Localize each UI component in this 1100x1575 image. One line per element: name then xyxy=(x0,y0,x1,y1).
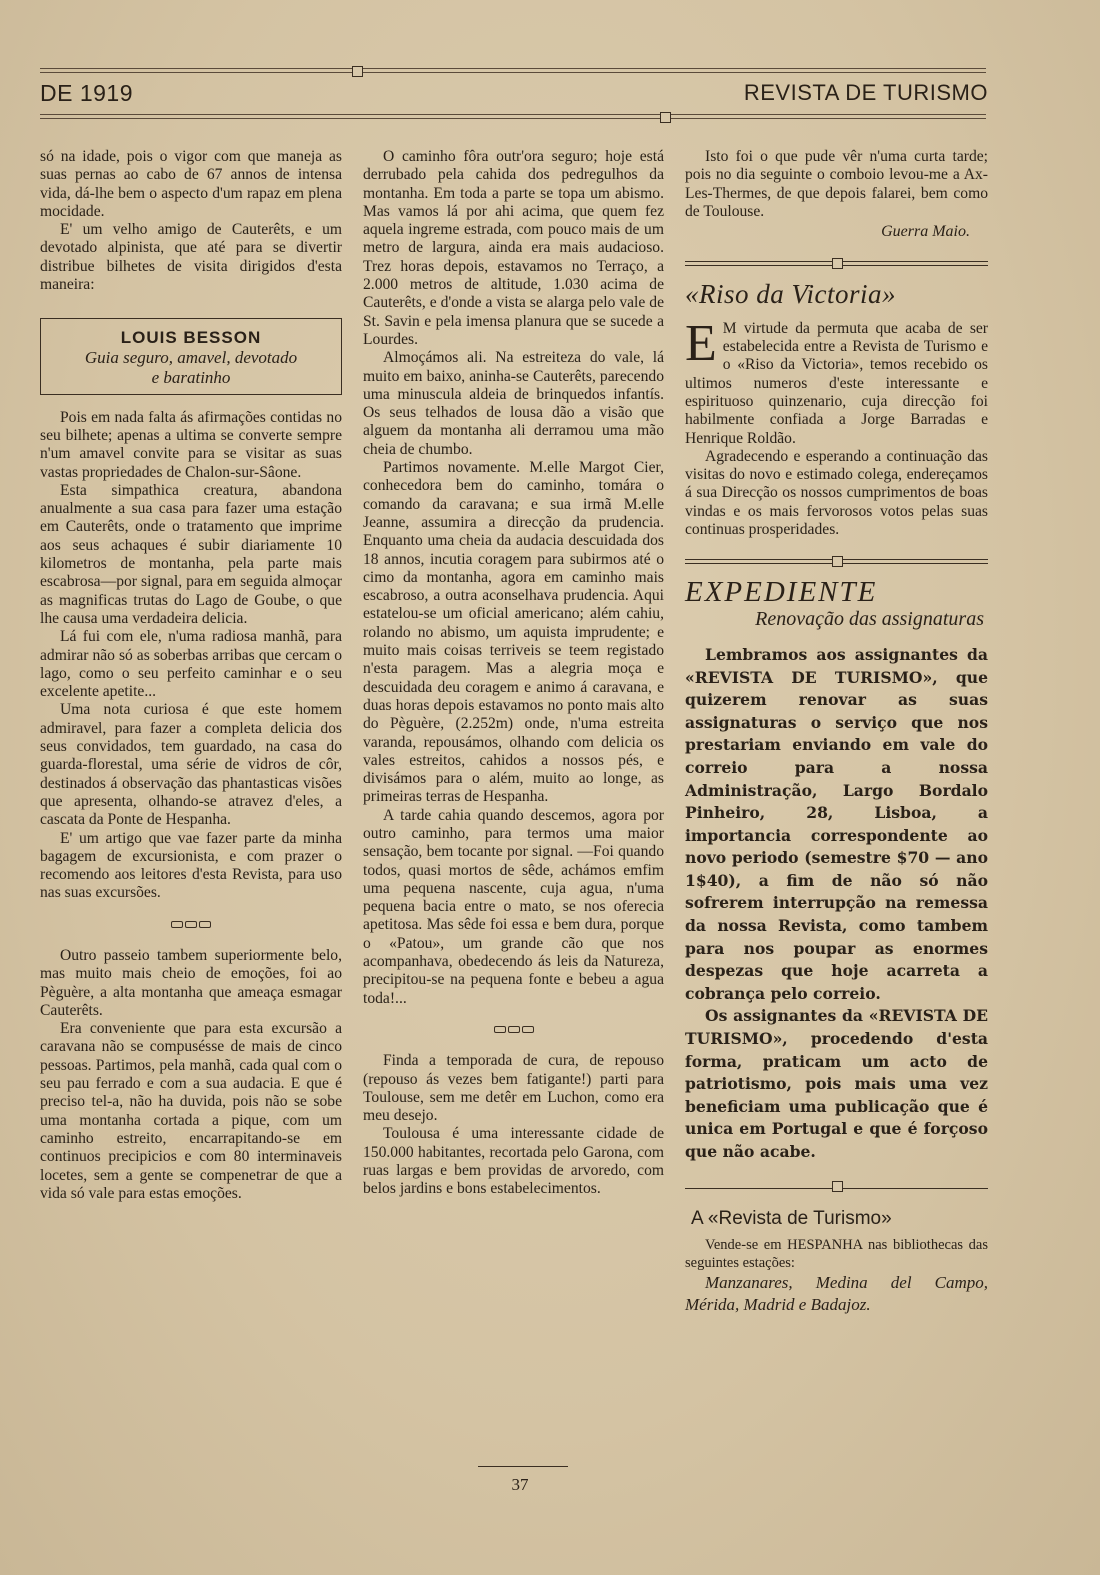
paragraph: Pois em nada falta ás afirmações contidas no seu bilhete; apenas a ultima se converte sempre n'um amavel convite para se visitar as suas vastas propriedades de Chalon-sur-Sâone. xyxy=(40,408,342,481)
paragraph: A tarde cahia quando descemos, agora por outro caminho, para termos uma maior sensação, bem tocante por signal. —Foi quando todos, quasi mortos de sêde, achámos emfim uma pequena nascente, cuja agua, n'uma pequena bacia entre o mato, se nos oferecia apetitosa. Mas sêde foi essa e bem dura, porque o «Patou», um grande cão que nos acompanhava, obedecendo ás leis da Natureza, precipitou-se na pequena fonte e bebeu a agua toda!... xyxy=(363,806,664,1007)
paragraph: Vende-se em HESPANHA nas bibliothecas das seguintes estações: xyxy=(685,1236,988,1271)
author-signature: Guerra Maio. xyxy=(881,223,970,241)
drop-cap: E xyxy=(685,314,717,372)
page-number-rule xyxy=(478,1466,568,1467)
paragraph: Uma nota curiosa é que este homem admiravel, para fazer a completa delicia dos seus convidados, tem guardado, na casa do guarda-florestal, uma série de vidros de côr, destinados á observação das phantasticas visões que apresenta, olhando-se atravez d'eles, a cascata da Ponte de Hespanha. xyxy=(40,701,342,829)
section-divider xyxy=(685,257,988,271)
paragraph: Era conveniente que para esta excursão a caravana não se compusésse de mais de cinco pessoas. Partimos, pela manhã, cada qual com o seu pau ferrado e com a sua audacia. E que é preciso tel-a, não ha duvida, pois não se sobe uma montanha cortada a pique, com um caminho estreito, encarrapitando-se em continuos precipicios e com 80 interminaveis locetes, sem a gente se compenetrar de que a vida só vale para estas emoções. xyxy=(40,1020,342,1202)
paragraph: Partimos novamente. M.elle Margot Cier, conhecedora bem do caminho, tomára o comando da caravana; e sua irmã M.elle Jeanne, assumira a direcção da prudencia. Enquanto uma cheia da audacia descuidada dos 18 annos, incutia coragem para subirmos até o cimo da montanha, agora em caminho mais escabroso, a outra aconselhava prudencia. Aqui estatelou-se um oficial americano; além cahiu, rolando no abismo, um aquista imprudente; e muito mais coisas terriveis se teem registado n'esta paragem. Mas a alegria moça e descuidada deu coragem e animo á caravana, e duas horas depois estavamos no ponto mais alto do Pèguère, (2.252m) onde, n'uma estreita varanda, repousámos, olhando com delicia os vales estreitos, cahidos a nossos pés, e divisámos para o além, muito ao longe, as primeiras terras de Hespanha. xyxy=(363,459,664,806)
visiting-card xyxy=(40,318,342,394)
column-3 xyxy=(685,148,988,1316)
revista-heading: A «Revista de Turismo» xyxy=(691,1207,892,1229)
paragraph: Outro passeio tambem superiormente belo, mas muito mais cheio de emoções, foi ao Pèguère, a alta montanha que ameaça esmagar Cauterêts. xyxy=(40,946,342,1019)
paragraph: Agradecendo e esperando a continuação das visitas do novo e estimado colega, endereçamos á sua Direcção os nossos cumprimentos de boas vindas e os mais fervorosos votos pelas suas continuas prosperidades. xyxy=(685,447,988,539)
paragraph: Os assignantes da «REVISTA DE TURISMO», procedendo d'esta forma, praticam um acto de patriotismo, pois mais uma vez beneficiam uma publicação que é unica em Portugal e que é forçoso que não acabe. xyxy=(685,1006,988,1161)
paragraph: Isto foi o que pude vêr n'uma curta tarde; pois no dia seguinte o comboio levou-me a Ax-Les-Thermes, de que depois falarei, bem como de Toulouse. xyxy=(685,148,988,220)
paragraph: M virtude da permuta que acaba de ser estabelecida entre a Revista de Turismo e o «Riso da Victoria», temos recebido os ultimos numeros d'este interessante e espirituoso quinzenario, cuja direcção foi habilmente confiada a Jorge Barradas e Henrique Roldão. xyxy=(685,319,988,447)
section-divider xyxy=(685,1180,988,1194)
riso-article xyxy=(685,314,988,540)
paragraph: Esta simpathica creatura, abandona anualmente a sua casa para fazer uma estação em Cauterêts, onde o tratamento que imprime aos seus achaques é subir diariamente 10 kilometros de montanha, pela parte mais escabrosa—por signal, para em seguida almoçar as magnificas trutas do Lago de Goube, o que lhe causa uma verdadeira delicia. xyxy=(40,481,342,627)
expediente-notice xyxy=(685,644,988,1164)
section-divider xyxy=(685,555,988,569)
paragraph: só na idade, pois o vigor com que maneja as suas pernas ao cabo de 67 annos de intensa vida, dá-lhe bem o aspecto d'um rapaz em plena mocidade. xyxy=(40,148,342,220)
header-date: DE 1919 xyxy=(40,80,134,106)
paragraph: Almoçámos ali. Na estreiteza do vale, lá muito em baixo, aninha-se Cauterêts, parecendo uma minuscula aldeia de brinquedos infantís. Os seus telhados de lousa dão a visão que alguem da montanha ali derramou uma mão cheia de chumbo. xyxy=(363,349,664,458)
page-number: 37 xyxy=(511,1475,529,1494)
paragraph: E' um artigo que vae fazer parte da minha bagagem de excursionista, e com prazer o recomendo aos leitores d'esta Revista, para uso nas suas excursões. xyxy=(40,829,342,902)
header-bottom-ornament xyxy=(660,112,671,123)
expediente-subheading: Renovação das assignaturas xyxy=(755,607,984,630)
section-separator xyxy=(40,915,342,933)
header-top-rule xyxy=(40,68,986,74)
paragraph: Toulousa é uma interessante cidade de 150.000 habitantes, recortada pelo Garona, com ruas largas e bem providas de arvoredo, com belos jardins e bons estabelecimentos. xyxy=(363,1125,664,1198)
card-name: LOUIS BESSON xyxy=(120,328,262,348)
header-title: REVISTA DE TURISMO xyxy=(743,80,988,105)
header-bottom-rule xyxy=(40,114,986,120)
paragraph: Finda a temporada de cura, de repouso (repouso ás vezes bem fatigante!) parti para Toulouse, sem me detêr em Luchon, como era meu desejo. xyxy=(363,1052,664,1125)
column-1 xyxy=(40,148,342,1203)
card-tagline-1: Guia seguro, amavel, devotado xyxy=(84,347,298,367)
paragraph: E' um velho amigo de Cauterêts, e um devotado alpinista, que até para se divertir distribue bilhetes de visita dirigidos d'esta maneira: xyxy=(40,221,342,294)
card-tagline-2: e baratinho xyxy=(151,367,231,387)
column-2 xyxy=(363,148,664,1199)
paragraph: Lá fui com ele, n'uma radiosa manhã, para admirar não só as soberbas arribas que cercam o lago, como o seu perfeito caminhar e o seu excelente apetite... xyxy=(40,628,342,701)
expediente-heading: EXPEDIENTE xyxy=(685,576,878,609)
header-top-ornament xyxy=(352,66,363,77)
paragraph: Lembramos aos assignantes da «REVISTA DE TURISMO», que quizerem renovar as suas assignaturas o serviço que nos prestariam enviando em vale do correio para a nossa Administração, Largo Bordalo Pinheiro, 28, Lisboa, a importancia correspondente ao novo periodo (semestre $70 — ano 1$40), a fim de não só não sofrerem interrupção na remessa da nossa Revista, como tambem para nos poupar as enormes despezas que hoje acarreta a cobrança pelo correio. xyxy=(685,644,988,1003)
cities-list: Manzanares, Medina del Campo, Mérida, Madrid e Badajoz. xyxy=(685,1272,988,1314)
riso-heading: «Riso da Victoria» xyxy=(685,279,896,310)
paragraph: O caminho fôra outr'ora seguro; hoje está derrubado pela cahida dos pedregulhos da montanha. Em toda a parte se topa um abismo. Mas vamos lá por ahi acima, que quem fez aquela ingreme estrada, com pouco mais de um metro de largura, ainda era mais audacioso. Trez horas depois, estavamos no Terraço, a 2.000 metros de altitude, 1.030 acima de Cauterêts, e d'onde a vista se alarga pelo vale de St. Savin e pela imensa planura que se sucede a Lourdes. xyxy=(363,148,664,348)
section-separator xyxy=(363,1020,664,1038)
